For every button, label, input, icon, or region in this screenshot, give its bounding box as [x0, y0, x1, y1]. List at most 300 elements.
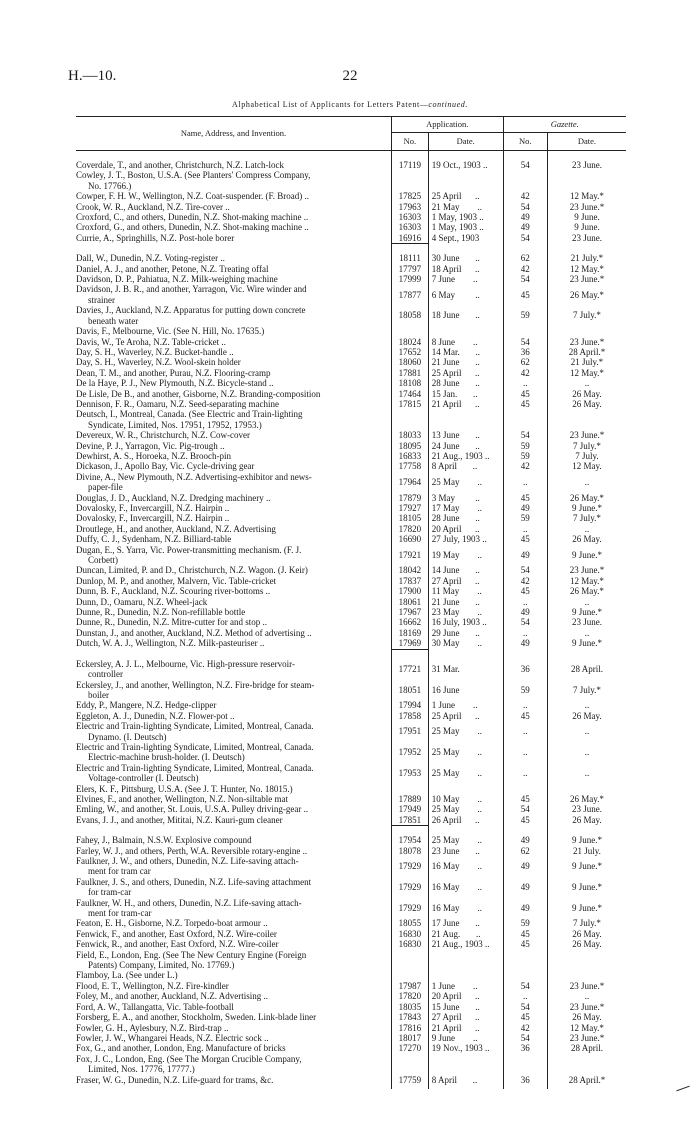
gazette-date: 9 June.*	[547, 835, 626, 845]
margin-mark	[676, 1086, 689, 1092]
application-date: 25 April ..	[428, 191, 503, 201]
application-number: 17843	[392, 1012, 429, 1022]
application-date: 17 June ..	[428, 918, 503, 928]
application-date: 16 June	[428, 680, 503, 701]
application-date: 8 April ..	[428, 461, 503, 471]
application-number: 17815	[392, 399, 429, 409]
applicant-name-continued: Limited, Nos. 17776, 17777.)	[88, 1064, 195, 1075]
gazette-date: 9 June.*	[547, 877, 626, 898]
application-number: 17797	[392, 264, 429, 274]
applicant-name: Day, S. H., Waverley, N.Z. Wool-skein holder	[76, 357, 241, 368]
applicant-name: Dunlop, M. P., and another, Malvern, Vic. Table-cricket	[76, 575, 277, 586]
application-date: 24 June ..	[428, 441, 503, 451]
table-row	[76, 337, 626, 347]
gazette-number: ..	[503, 472, 547, 493]
application-date: 27 April ..	[428, 576, 503, 586]
applicant-name: Faulkner, J. S., and others, Dunedin, N.Z. Life-saving attachment	[76, 876, 312, 887]
applicant-cell	[76, 918, 392, 928]
gazette-date: 28 April.	[547, 659, 626, 680]
table-row	[76, 846, 626, 856]
gazette-date: 9 June.*	[547, 638, 626, 649]
table-row	[76, 981, 626, 991]
gazette-date: 26 May.	[547, 711, 626, 721]
application-number: 18017	[392, 1033, 429, 1043]
applicant-name: Davidson, D. P., Pahiatua, N.Z. Milk-weighing machine	[76, 274, 278, 285]
table-row	[76, 461, 626, 471]
application-date: 25 April ..	[428, 711, 503, 721]
gazette-number: 62	[503, 253, 547, 263]
applicant-cell	[76, 170, 392, 191]
table-row	[76, 430, 626, 440]
gazette-date: 28 April.	[547, 1043, 626, 1053]
applicant-cell	[76, 856, 392, 877]
application-date: 23 June ..	[428, 846, 503, 856]
applicant-cell	[76, 212, 392, 222]
gazette-number	[503, 409, 547, 430]
application-number: 18042	[392, 565, 429, 575]
gap-cell	[547, 151, 626, 161]
gazette-number: 49	[503, 545, 547, 566]
gazette-date: 7 July.*	[547, 513, 626, 523]
group-gap	[76, 151, 626, 161]
gazette-number: 42	[503, 461, 547, 471]
gazette-number: ..	[503, 991, 547, 1001]
applicant-cell	[76, 597, 392, 607]
gazette-number: 49	[503, 898, 547, 919]
table-row	[76, 202, 626, 212]
gazette-number: 45	[503, 284, 547, 305]
applicant-cell	[76, 711, 392, 721]
application-date: 19 Oct., 1903 ..	[428, 160, 503, 170]
applicant-cell	[76, 794, 392, 804]
gazette-number: 45	[503, 534, 547, 544]
applicant-name-continued: Dynamo. (I. Deutsch)	[88, 731, 167, 742]
table-row	[76, 586, 626, 596]
page-reference: H.—10.	[68, 68, 117, 84]
application-date: 23 May ..	[428, 607, 503, 617]
application-date: 15 June ..	[428, 1002, 503, 1012]
gazette-number: 59	[503, 451, 547, 461]
application-date: 25 April ..	[428, 368, 503, 378]
gazette-date	[547, 784, 626, 794]
application-number: 17963	[392, 202, 429, 212]
applicant-name: Dean, T. M., and another, Purau, N.Z. Flooring-cramp	[76, 367, 271, 378]
end-cell	[503, 1085, 547, 1089]
gazette-number: 54	[503, 233, 547, 244]
table-row	[76, 784, 626, 794]
application-number	[392, 784, 429, 794]
application-date: 28 June ..	[428, 378, 503, 388]
gazette-date: 23 June.*	[547, 202, 626, 212]
application-number: 18060	[392, 357, 429, 367]
applicant-cell	[76, 545, 392, 566]
gazette-date: 26 May.	[547, 1012, 626, 1022]
application-date: 21 June ..	[428, 597, 503, 607]
table-row	[76, 347, 626, 357]
group-gap	[76, 826, 626, 836]
applicant-name: Dunne, R., Dunedin, N.Z. Non-refillable bottle	[76, 607, 246, 618]
application-date: 13 June ..	[428, 430, 503, 440]
applicant-name: Day, S. H., Waverley, N.Z. Bucket-handle ..	[76, 346, 234, 357]
gazette-number	[503, 326, 547, 336]
table-row	[76, 1043, 626, 1053]
application-date: 18 June ..	[428, 305, 503, 326]
table-row	[76, 545, 626, 566]
applicant-cell	[76, 898, 392, 919]
application-date: 21 Aug., 1903 ..	[428, 451, 503, 461]
gazette-date: 26 May.	[547, 815, 626, 826]
application-date: 31 Mar.	[428, 659, 503, 680]
applicant-cell	[76, 628, 392, 638]
application-number: 16830	[392, 929, 429, 939]
applicant-cell	[76, 700, 392, 710]
application-number: 17816	[392, 1023, 429, 1033]
applicant-name-continued: Syndicate, Limited, Nos. 17951, 17952, 17953.)	[88, 419, 262, 430]
application-date: 17 May ..	[428, 503, 503, 513]
applicant-cell	[76, 493, 392, 503]
applicant-cell	[76, 233, 392, 244]
header-name: Name, Address, and Invention.	[76, 117, 392, 151]
table-row	[76, 804, 626, 814]
table-row	[76, 264, 626, 274]
gazette-number: 62	[503, 846, 547, 856]
header-gazette-label: Gazette.	[550, 119, 579, 130]
table-row	[76, 835, 626, 845]
application-number: 18061	[392, 597, 429, 607]
gazette-number: 54	[503, 160, 547, 170]
gazette-date: 9 June.*	[547, 856, 626, 877]
gazette-date: 7 July.	[547, 451, 626, 461]
gazette-number	[503, 950, 547, 971]
applicant-cell	[76, 326, 392, 336]
table-row	[76, 222, 626, 232]
applicant-cell	[76, 191, 392, 201]
table-row	[76, 607, 626, 617]
gazette-date: 23 June.*	[547, 274, 626, 284]
application-date: 1 May, 1903 ..	[428, 212, 503, 222]
applicant-name-continued: ment for tram car	[88, 866, 151, 877]
applicant-name: Dugan, E., S. Yarra, Vic. Power-transmitting mechanism. (F. J.	[76, 544, 302, 555]
table-row	[76, 680, 626, 701]
applicant-cell	[76, 461, 392, 471]
application-number: 17270	[392, 1043, 429, 1053]
gap-cell	[392, 244, 429, 254]
applicant-name: De Lisle, De B., and another, Gisborne, N.Z. Branding-composition	[76, 388, 321, 399]
applicants-table	[76, 116, 626, 1089]
applicant-name: Coverdale, T., and another, Christchurch, N.Z. Latch-lock	[76, 160, 284, 170]
application-number: 18035	[392, 1002, 429, 1012]
gazette-date: 26 May.*	[547, 794, 626, 804]
gazette-number: 49	[503, 212, 547, 222]
application-number: 18105	[392, 513, 429, 523]
applicant-cell	[76, 970, 392, 980]
application-number: 18055	[392, 918, 429, 928]
page-title	[0, 100, 700, 109]
application-date: 25 May ..	[428, 742, 503, 763]
gazette-date: ..	[547, 991, 626, 1001]
gazette-date: 26 May.*	[547, 284, 626, 305]
table-row	[76, 898, 626, 919]
gap-cell	[503, 151, 547, 161]
applicant-name: Elvines, F., and another, Wellington, N.Z. Non-siltable mat	[76, 793, 288, 804]
gazette-number: 45	[503, 939, 547, 949]
gazette-date: ..	[547, 700, 626, 710]
group-gap	[76, 244, 626, 254]
application-date	[428, 1054, 503, 1075]
applicant-name-continued: Corbett)	[88, 555, 118, 566]
gazette-number	[503, 784, 547, 794]
applicant-name: Flamboy, La. (See under L.)	[76, 970, 178, 981]
applicant-name: Eggleton, A. J., Dunedin, N.Z. Flower-pot ..	[76, 710, 235, 721]
table-row	[76, 305, 626, 326]
applicant-name: Electric and Train-lighting Syndicate, Limited, Montreal, Canada.	[76, 741, 314, 752]
table-row	[76, 233, 626, 244]
table-row	[76, 493, 626, 503]
gazette-number: 54	[503, 981, 547, 991]
gazette-date	[547, 1054, 626, 1075]
applicant-cell	[76, 378, 392, 388]
gazette-number: ..	[503, 763, 547, 784]
applicant-name: Emling, W., and another, St. Louis, U.S.A. Pulley driving-gear ..	[76, 804, 309, 815]
applicant-name: Croxford, G., and others, Dunedin, N.Z. Shot-making machine ..	[76, 222, 309, 233]
applicant-name: Currie, A., Springhills, N.Z. Post-hole borer	[76, 232, 235, 243]
application-date: 21 April ..	[428, 1023, 503, 1033]
application-number	[392, 970, 429, 980]
table-row	[76, 576, 626, 586]
application-number: 18058	[392, 305, 429, 326]
table-row	[76, 160, 626, 170]
application-number: 17969	[392, 638, 429, 649]
gazette-number: 45	[503, 929, 547, 939]
gap-cell	[392, 826, 429, 836]
application-number: 17929	[392, 898, 429, 919]
applicant-name: Dunstan, J., and another, Auckland, N.Z. Method of advertising ..	[76, 627, 312, 638]
gazette-number: 59	[503, 441, 547, 451]
application-number: 16303	[392, 212, 429, 222]
application-number: 17967	[392, 607, 429, 617]
application-date: 8 June ..	[428, 337, 503, 347]
table-row	[76, 368, 626, 378]
gazette-date: 23 June.	[547, 160, 626, 170]
applicant-name: Dovalosky, F., Invercargill, N.Z. Hairpin ..	[76, 503, 230, 513]
header-app-date: Date.	[428, 133, 503, 151]
application-number: 16662	[392, 617, 429, 627]
application-date: 21 Aug., 1903 ..	[428, 939, 503, 949]
application-number: 17837	[392, 576, 429, 586]
gazette-date: 23 June.*	[547, 337, 626, 347]
gazette-number: 54	[503, 1033, 547, 1043]
applicant-cell	[76, 274, 392, 284]
gazette-date: 7 July.*	[547, 441, 626, 451]
table-row	[76, 877, 626, 898]
table-row	[76, 513, 626, 523]
gazette-date: 26 May.*	[547, 586, 626, 596]
header-gaz-no: No.	[503, 133, 547, 151]
gazette-number: 36	[503, 659, 547, 680]
applicant-cell	[76, 784, 392, 794]
table-row	[76, 1033, 626, 1043]
application-date: 28 June ..	[428, 513, 503, 523]
application-date: 8 April ..	[428, 1075, 503, 1085]
application-number	[392, 170, 429, 191]
applicant-name: Fowler, J. W., Whangarei Heads, N.Z. Electric sock ..	[76, 1032, 269, 1043]
application-number: 17820	[392, 524, 429, 534]
applicant-name: Eckersley, A. J. L., Melbourne, Vic. High-pressure reservoir-	[76, 658, 295, 669]
applicant-cell	[76, 742, 392, 763]
gazette-date	[547, 170, 626, 191]
gazette-number: 49	[503, 856, 547, 877]
applicant-name: Electric and Train-lighting Syndicate, Limited, Montreal, Canada.	[76, 762, 314, 773]
gap-cell	[547, 826, 626, 836]
gap-cell	[428, 244, 503, 254]
gazette-date: 23 June.*	[547, 1002, 626, 1012]
gazette-number	[503, 170, 547, 191]
header-gazette	[503, 117, 626, 133]
applicant-name: Fenwick, F., and another, East Oxford, N.Z. Wire-coiler	[76, 928, 277, 939]
applicant-name: Davies, J., Auckland, N.Z. Apparatus for putting down concrete	[76, 305, 306, 316]
gazette-date: 9 June.*	[547, 503, 626, 513]
gazette-number: ..	[503, 721, 547, 742]
applicant-cell	[76, 617, 392, 627]
applicant-name: Featon, E. H., Gisborne, N.Z. Torpedo-boat armour ..	[76, 918, 268, 929]
gazette-date: 26 May.	[547, 929, 626, 939]
gazette-number: 54	[503, 617, 547, 627]
applicant-cell	[76, 1012, 392, 1022]
application-number: 17721	[392, 659, 429, 680]
gazette-number: 49	[503, 835, 547, 845]
application-number: 17954	[392, 835, 429, 845]
applicant-name: Fowler, G. H., Aylesbury, N.Z. Bird-trap ..	[76, 1022, 229, 1033]
gazette-date	[547, 326, 626, 336]
applicant-name: Flood, E. T., Wellington, N.Z. Fire-kindler	[76, 980, 229, 991]
applicant-cell	[76, 991, 392, 1001]
gazette-date: 12 May.*	[547, 1023, 626, 1033]
application-number: 17879	[392, 493, 429, 503]
applicant-name: Duncan, Limited, P. and D., Christchurch, N.Z. Wagon. (J. Keir)	[76, 565, 308, 576]
applicant-cell	[76, 472, 392, 493]
applicant-cell	[76, 409, 392, 430]
gazette-number: ..	[503, 742, 547, 763]
applicant-name: Dunn, B. F., Auckland, N.Z. Scouring river-bottoms ..	[76, 586, 271, 597]
applicant-cell	[76, 835, 392, 845]
applicant-name: Droutlege, H., and another, Auckland, N.Z. Advertising	[76, 523, 276, 534]
applicant-name: Daniel, A. J., and another, Petone, N.Z. Treating offal	[76, 263, 269, 274]
application-number: 17825	[392, 191, 429, 201]
gazette-number	[503, 1054, 547, 1075]
application-date: 3 May ..	[428, 493, 503, 503]
table-end	[76, 1085, 626, 1089]
application-number: 16690	[392, 534, 429, 544]
applicant-name: Davis, F., Melbourne, Vic. (See N. Hill, No. 17635.)	[76, 326, 265, 337]
application-date: 25 May ..	[428, 721, 503, 742]
applicant-name: Field, E., London, Eng. (See The New Century Engine (Foreign	[76, 949, 307, 960]
application-number: 17851	[392, 815, 429, 826]
applicant-name: Faulkner, J. W., and others, Dunedin, N.Z. Life-saving attach-	[76, 856, 299, 866]
application-number: 17929	[392, 856, 429, 877]
table-row	[76, 628, 626, 638]
applicant-name: Fox, G., and another, London, Eng. Manufacture of bricks	[76, 1043, 286, 1054]
gazette-date	[547, 409, 626, 430]
applicant-name: Crook, W. R., Auckland, N.Z. Tire-cover ..	[76, 201, 230, 212]
gazette-date: 21 July.	[547, 846, 626, 856]
application-date: 1 June ..	[428, 981, 503, 991]
gazette-date: 23 June.	[547, 617, 626, 627]
gazette-number: 45	[503, 493, 547, 503]
application-date: 15 Jan. ..	[428, 389, 503, 399]
header-app-no: No.	[392, 133, 429, 151]
application-date: 14 June ..	[428, 565, 503, 575]
applicant-cell	[76, 763, 392, 784]
applicant-cell	[76, 565, 392, 575]
table-row	[76, 389, 626, 399]
gap-cell	[428, 151, 503, 161]
application-number: 17964	[392, 472, 429, 493]
application-number: 17759	[392, 1075, 429, 1085]
application-number: 16303	[392, 222, 429, 232]
application-date: 1 May, 1903 ..	[428, 222, 503, 232]
table-row	[76, 794, 626, 804]
gap-cell	[392, 649, 429, 659]
applicant-name-continued: boiler	[88, 689, 109, 700]
gap-cell	[76, 826, 392, 836]
applicant-name: Foley, M., and another, Auckland, N.Z. Advertising ..	[76, 991, 269, 1002]
applicant-name-continued: beneath water	[88, 315, 139, 326]
application-number: 17119	[392, 160, 429, 170]
applicant-name: Divine, A., New Plymouth, N.Z. Advertising-exhibitor and news-	[76, 471, 312, 482]
gazette-number: 59	[503, 305, 547, 326]
application-date	[428, 970, 503, 980]
gazette-date: ..	[547, 378, 626, 388]
application-number	[392, 1054, 429, 1075]
gazette-number: 45	[503, 711, 547, 721]
applicant-name: Fenwick, R., and another, East Oxford, N.Z. Wire-coiler	[76, 939, 279, 950]
table-row	[76, 1023, 626, 1033]
application-date: 20 April ..	[428, 991, 503, 1001]
gazette-date: ..	[547, 628, 626, 638]
table-row	[76, 534, 626, 544]
table-row	[76, 1002, 626, 1012]
gazette-date: 21 July.*	[547, 253, 626, 263]
table-row	[76, 659, 626, 680]
table-row	[76, 1012, 626, 1022]
applicant-name: Duffy, C. J., Sydenham, N.Z. Billiard-table	[76, 534, 232, 545]
gazette-number: ..	[503, 700, 547, 710]
table-row	[76, 617, 626, 627]
application-number: 17949	[392, 804, 429, 814]
gazette-date: 9 June.	[547, 212, 626, 222]
gazette-date: ..	[547, 597, 626, 607]
applicant-cell	[76, 950, 392, 971]
applicant-cell	[76, 1002, 392, 1012]
application-number	[392, 950, 429, 971]
applicant-name: Davis, W., Te Aroha, N.Z. Table-cricket ..	[76, 336, 226, 347]
gazette-date: 26 May.*	[547, 493, 626, 503]
application-number: 17820	[392, 991, 429, 1001]
applicant-cell	[76, 253, 392, 263]
application-number: 17652	[392, 347, 429, 357]
gazette-date: ..	[547, 721, 626, 742]
applicant-name-continued: paper-file	[88, 482, 123, 493]
table-row	[76, 763, 626, 784]
table-row	[76, 970, 626, 980]
table-row	[76, 565, 626, 575]
table-row	[76, 929, 626, 939]
end-cell	[392, 1085, 429, 1089]
applicant-name-continued: controller	[88, 669, 123, 680]
applicant-name: Forsberg, E. A., and another, Stockholm, Sweden. Link-blade liner	[76, 1012, 317, 1023]
gazette-number: 54	[503, 274, 547, 284]
end-cell	[76, 1085, 392, 1089]
